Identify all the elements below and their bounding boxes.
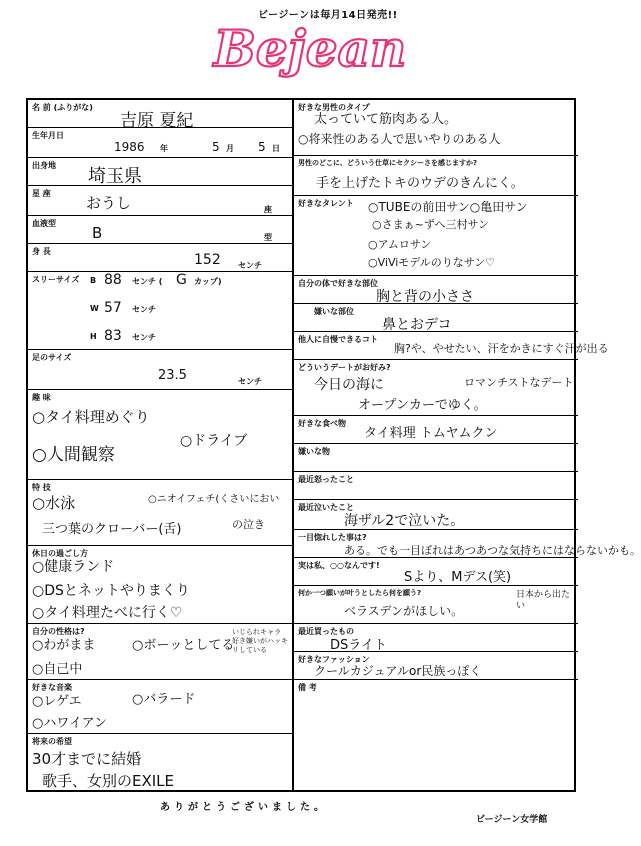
music-line-3: ○ハワイアン xyxy=(32,716,108,731)
label-recent-anger: 最近怒ったこと xyxy=(298,475,354,484)
field-proud xyxy=(294,332,609,360)
label-personality: 自分の性格は? xyxy=(32,627,85,636)
date-line-2: オープンカーでゆく。 xyxy=(358,398,487,413)
field-blood xyxy=(28,216,292,244)
label-sexy: 男性のどこに、どういう仕草にセクシーさを感じますか? xyxy=(298,159,478,167)
field-recent-buy xyxy=(294,624,578,652)
label-sizes: スリーサイズ xyxy=(32,275,80,284)
label-recent-buy: 最近買ったもの xyxy=(298,627,354,636)
field-holiday xyxy=(28,546,292,624)
field-music xyxy=(28,680,292,734)
label-food: 好きな食べ物 xyxy=(298,419,346,428)
field-date xyxy=(294,360,578,416)
tagline: ビージーンは毎月14日発売!! xyxy=(258,10,398,21)
value-zodiac: おうし xyxy=(86,194,132,212)
value-birth-day: 5 xyxy=(258,140,266,154)
hobby-line-3: ○ドライブ xyxy=(180,433,248,449)
skill-line-1: ○水泳 xyxy=(32,494,76,512)
personality-line-2: ○ボーッとしてる xyxy=(132,638,235,653)
value-hip: 83 xyxy=(104,328,122,344)
field-birthplace xyxy=(28,158,292,186)
wish-side-note: 日本から出たい xyxy=(516,590,571,611)
unit-height: センチ xyxy=(238,261,262,270)
unit-bust: センチ ( xyxy=(132,277,163,286)
skill-line-4: の泣き xyxy=(232,518,265,531)
field-birthday xyxy=(28,128,292,158)
label-dislike-body: 嫌いな部位 xyxy=(314,307,354,316)
field-hobby xyxy=(28,390,292,480)
label-date: どういうデートがお好み? xyxy=(298,363,391,372)
holiday-line-2: ○DSとネットやりまくり xyxy=(32,583,190,599)
label-foot: 足のサイズ xyxy=(32,353,72,362)
music-line-1: ○レゲエ xyxy=(32,694,82,709)
unit-year: 年 xyxy=(160,144,168,153)
value-wish: ベラスデンがほしい。 xyxy=(344,604,464,618)
field-wish xyxy=(294,586,578,624)
label-proud: 他人に自慢できるコト xyxy=(298,335,378,344)
future-line-1: 30才までに結婚 xyxy=(32,750,142,768)
value-secret: Sより、Mデス(笑) xyxy=(404,570,512,585)
ideal-line-2: ○将来性のある人で思いやりのある人 xyxy=(298,132,501,146)
value-love-at-first: ある。でも一目ぼれはあつあつな気持ちにはならないかも。 xyxy=(344,544,641,557)
label-name: 名 前 (ふりがな) xyxy=(32,103,93,112)
value-height: 152 xyxy=(194,252,221,268)
field-height xyxy=(28,244,292,272)
value-cup: G xyxy=(176,272,187,288)
label-wish: 何か一つ願いが叶うとしたら何を願う? xyxy=(298,589,422,597)
unit-blood: 型 xyxy=(264,233,272,242)
label-skill: 特 技 xyxy=(32,483,51,492)
label-recent-cry: 最近泣いたこと xyxy=(298,503,354,512)
label-secret: 実は私、○○なんです! xyxy=(298,561,380,570)
label-hobby: 趣 味 xyxy=(32,393,51,402)
label-fav-body: 自分の体で好きな部位 xyxy=(298,279,378,288)
field-future xyxy=(28,734,292,794)
value-proud: 胸?や、やせたい、汗をかきにすぐ汗が出る xyxy=(394,342,609,355)
field-dislike-body xyxy=(294,304,578,332)
value-birthplace: 埼玉県 xyxy=(88,166,142,187)
label-birthday: 生年月日 xyxy=(32,131,64,140)
field-zodiac xyxy=(28,186,292,216)
field-fav-body xyxy=(294,276,578,304)
value-blood: B xyxy=(92,224,103,242)
holiday-line-3: ○タイ料理たべに行く♡ xyxy=(32,605,183,621)
label-fashion: 好きなファッション xyxy=(298,655,370,664)
talent-line-3: ○アムロサン xyxy=(368,238,432,251)
field-secret xyxy=(294,558,578,586)
holiday-line-1: ○健康ランド xyxy=(32,559,115,575)
label-bust: B xyxy=(90,276,97,285)
label-height: 身 長 xyxy=(32,247,51,256)
label-hip: H xyxy=(90,332,97,341)
label-waist: W xyxy=(90,304,99,313)
logo-text: Bejean xyxy=(213,19,407,78)
value-birth-month: 5 xyxy=(212,140,220,154)
field-food xyxy=(294,416,578,444)
field-name xyxy=(28,100,292,131)
field-love-at-first xyxy=(294,530,641,558)
hobby-line-1: ○タイ料理めぐり xyxy=(32,408,150,426)
value-foot: 23.5 xyxy=(158,368,187,383)
talent-line-1: ○TUBEの前田サン○亀田サン xyxy=(368,200,528,214)
studio-name: ビージーン女学館 xyxy=(476,815,548,825)
label-talent: 好きなタレント xyxy=(298,199,354,208)
personality-line-1: ○わがまま xyxy=(32,638,96,653)
personality-side-note: いじられキャラ 好き嫌いがハッキリしている xyxy=(232,628,288,654)
label-blood: 血液型 xyxy=(32,219,56,228)
talent-line-4: ○ViViモデルのりなサン♡ xyxy=(368,256,496,269)
value-bust: 88 xyxy=(104,272,122,288)
value-name: 吉原 夏紀 xyxy=(120,111,194,131)
value-fashion: クールカジュアルor民族っぽく xyxy=(314,664,482,678)
field-hated-food xyxy=(294,444,578,472)
value-dislike-body: 鼻とおデコ xyxy=(382,317,452,333)
field-notes xyxy=(294,680,578,794)
unit-zodiac: 座 xyxy=(264,205,272,214)
field-personality xyxy=(28,624,292,680)
value-recent-cry: 海ザル2で泣いた。 xyxy=(344,513,465,529)
personality-line-3: ○自己中 xyxy=(32,662,83,677)
field-foot xyxy=(28,350,292,390)
music-line-2: ○バラード xyxy=(132,692,196,707)
ideal-line-1: 太っていて筋肉ある人。 xyxy=(314,112,458,127)
bejean-logo xyxy=(213,18,407,80)
value-recent-buy: DSライト xyxy=(330,638,387,653)
hobby-line-2: ○人間観察 xyxy=(32,445,115,465)
date-line-3: ロマンチストなデート xyxy=(464,376,574,389)
skill-line-2: ○ニオイフェチ(くさいにおい xyxy=(148,494,280,505)
label-music: 好きな音楽 xyxy=(32,683,72,692)
field-recent-cry xyxy=(294,500,578,530)
field-skill xyxy=(28,480,292,546)
unit-waist: センチ xyxy=(132,305,156,314)
profile-sheet xyxy=(26,98,641,792)
value-birth-year: 1986 xyxy=(114,140,145,154)
label-holiday: 休日の過ごし方 xyxy=(32,549,88,558)
field-sexy xyxy=(294,156,578,196)
label-hated-food: 嫌いな物 xyxy=(298,447,330,456)
field-ideal-type xyxy=(294,100,578,156)
field-recent-anger xyxy=(294,472,578,500)
field-sizes xyxy=(28,272,292,350)
label-zodiac: 星 座 xyxy=(32,189,51,198)
field-talent xyxy=(294,196,578,276)
thanks-message: ありがとうございました。 xyxy=(160,802,328,813)
date-line-1: 今日の海に xyxy=(314,377,384,393)
label-notes: 備 考 xyxy=(298,683,317,692)
label-love-at-first: 一目惚れした事は? xyxy=(298,533,367,542)
value-food: タイ料理 トムヤムクン xyxy=(364,426,498,441)
value-sexy: 手を上げたトキのウデのきんにく。 xyxy=(316,176,524,191)
label-future: 将来の希望 xyxy=(32,737,72,746)
unit-cup: カップ) xyxy=(194,277,222,286)
unit-hip: センチ xyxy=(132,333,156,342)
talent-line-2: ○さまぁ~ずへ三村サン xyxy=(372,218,490,231)
unit-day: 日 xyxy=(272,144,280,153)
unit-month: 月 xyxy=(226,144,234,153)
label-ideal-type: 好きな男性のタイプ xyxy=(298,103,370,112)
value-fav-body: 胸と背の小ささ xyxy=(376,289,474,305)
skill-line-3: 三つ葉のクローバー(舌) xyxy=(42,522,182,537)
label-birthplace: 出身地 xyxy=(32,161,56,170)
value-waist: 57 xyxy=(104,300,122,316)
future-line-2: 歌手、女別のEXILE xyxy=(42,772,175,790)
unit-foot: センチ xyxy=(238,377,262,386)
field-fashion xyxy=(294,652,578,680)
